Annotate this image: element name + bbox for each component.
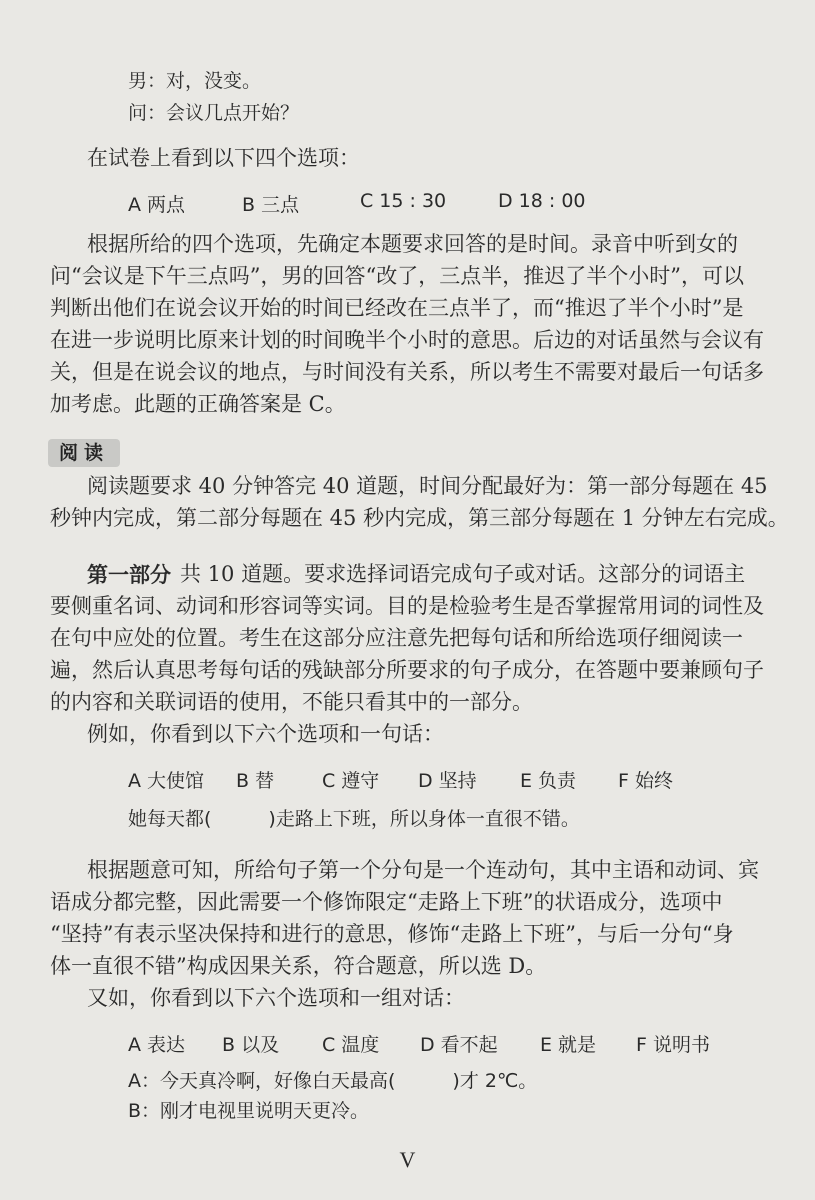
paragraph-line: 问“会议是下午三点吗”，男的回答“改了，三点半，推迟了半个小时”，可以	[50, 264, 744, 288]
paragraph-line: 关，但是在说会议的地点，与时间没有关系，所以考生不需要对最后一句话多	[50, 360, 764, 384]
paragraph-line: 根据所给的四个选项，先确定本题要求回答的是时间。录音中听到女的	[87, 232, 738, 256]
example2-intro: 又如，你看到以下六个选项和一组对话：	[87, 986, 465, 1010]
paragraph-line: 在句中应处的位置。考生在这部分应注意先把每句话和所给选项仔细阅读一	[50, 626, 743, 650]
example1-intro: 例如，你看到以下六个选项和一句话：	[87, 722, 444, 746]
paragraph-line: 的内容和关联词语的使用，不能只看其中的一部分。	[50, 690, 533, 714]
option-item: F 说明书	[636, 1034, 710, 1056]
paragraph-line: 判断出他们在说会议开始的时间已经改在三点半了，而“推迟了半个小时”是	[50, 296, 744, 320]
option-item: B 三点	[242, 194, 300, 216]
paragraph-line: 共 10 道题。要求选择词语完成句子或对话。这部分的词语主	[180, 562, 746, 586]
option-item: E 负责	[520, 770, 577, 792]
dialog2-line-a: A：今天真冷啊，好像白天最高( )才 2℃。	[128, 1070, 538, 1092]
option-item: B 以及	[222, 1034, 280, 1056]
option-item: C 温度	[322, 1034, 380, 1056]
option-item: D 坚持	[418, 770, 477, 792]
option-item: A 两点	[128, 194, 186, 216]
paragraph-line: 根据题意可知，所给句子第一个分句是一个连动句，其中主语和动词、宾	[87, 858, 759, 882]
section-label-reading: 阅读	[48, 439, 120, 467]
option-item: F 始终	[618, 770, 673, 792]
dialog-question-line: 问：会议几点开始？	[128, 102, 300, 124]
paragraph-line: 加考虑。此题的正确答案是 C。	[50, 392, 346, 416]
paragraph-line: 在进一步说明比原来计划的时间晚半个小时的意思。后边的对话虽然与会议有	[50, 328, 764, 352]
paragraph-line: 秒钟内完成，第二部分每题在 45 秒内完成，第三部分每题在 1 分钟左右完成。	[50, 506, 789, 530]
option-item: C 遵守	[322, 770, 380, 792]
option-item: A 大使馆	[128, 770, 205, 792]
option-item: B 替	[236, 770, 275, 792]
paragraph-line: “坚持”有表示坚决保持和进行的意思，修饰“走路上下班”，与后一分句“身	[50, 922, 734, 946]
paragraph-line: 阅读题要求 40 分钟答完 40 道题，时间分配最好为：第一部分每题在 45	[87, 474, 768, 498]
paragraph-line: 遍，然后认真思考每句话的残缺部分所要求的句子成分，在答题中要兼顾句子	[50, 658, 764, 682]
options-intro: 在试卷上看到以下四个选项：	[87, 146, 360, 170]
part1-title: 第一部分	[87, 562, 171, 587]
option-item: A 表达	[128, 1034, 186, 1056]
option-item: E 就是	[540, 1034, 597, 1056]
paragraph-line: 体一直很不错”构成因果关系，符合题意，所以选 D。	[50, 954, 547, 978]
dialog2-line-b: B：刚才电视里说明天更冷。	[128, 1100, 370, 1122]
paragraph-line: 语成分都完整，因此需要一个修饰限定“走路上下班”的状语成分，选项中	[50, 890, 723, 914]
option-item: C 15 : 30	[360, 190, 447, 212]
page-number: V	[399, 1147, 416, 1172]
dialog-man-line: 男：对，没变。	[128, 70, 262, 92]
paragraph-line: 要侧重名词、动词和形容词等实词。目的是检验考生是否掌握常用词的词性及	[50, 594, 764, 618]
option-item: D 看不起	[420, 1034, 498, 1056]
option-item: D 18 : 00	[498, 190, 586, 212]
example1-sentence: 她每天都( )走路上下班，所以身体一直很不错。	[128, 808, 580, 830]
